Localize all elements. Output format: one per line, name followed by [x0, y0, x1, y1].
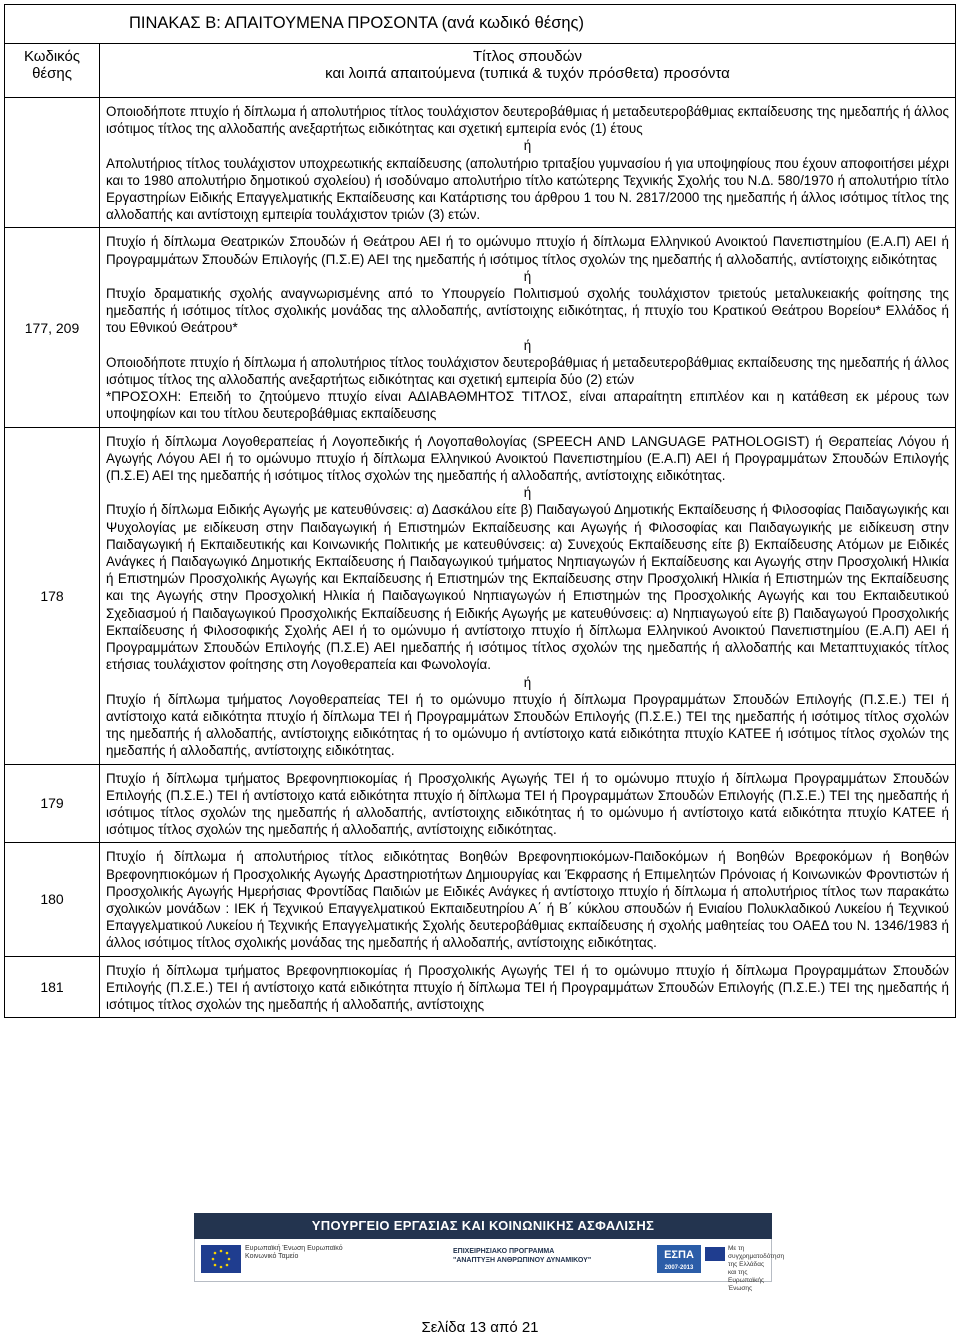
- table-title: ΠΙΝΑΚΑΣ Β: ΑΠΑΙΤΟΥΜΕΝΑ ΠΡΟΣΟΝΤΑ (ανά κωδικό θέσης): [5, 5, 956, 44]
- qualification-paragraph: Απολυτήριος τίτλος τουλάχιστον υποχρεωτικής εκπαίδευσης (απολυτήριο τριταξίου γυμνασίου ή για υποψηφίους που έχουν αποφοιτήσει μέχρι και το 1980 απολυτήριο δημοτικού σχολείου) ή ισοδύναμο απολυτήριο τίτλο κατώτερης Τεχνικής Σχολής του Ν.Δ. 580/1970 ή απολυτήριο τίτλο Εργαστηρίων Ειδικής Επαγγελματικής Εκπαίδευσης και Κατάρτισης του άρθρου 1 του Ν. 2817/2000 της ημεδαπής ή άλλος ισότιμος τίτλος της αλλοδαπής και αντίστοιχη εμπειρία τουλάχιστον τριών (3) ετών.: [106, 155, 949, 223]
- qualification-paragraph: Πτυχίο ή δίπλωμα ή απολυτήριος τίτλος ειδικότητας Βοηθών Βρεφονηπιοκόμων-Παιδοκόμων ή Βοηθών Βρεφοκόμων ή Βοηθών Βρεφονηπιοκόμων ή Προσχολικής Αγωγής Δραστηριοτήτων Δημιουργίας και Έκφρασης ή Επιμελητών Πρόνοιας ή Κοινωνικών Φροντιστών ή Προσχολικής Αγωγής Ημερήσιας Φροντίδας Παιδιών με Ειδικές Ανάγκες ή αντίστοιχο πτυχίο ή δίπλωμα ή απολυτήριος τίτλος των παρακάτω σχολικών μονάδων : ΙΕΚ ή Τεχνικού Επαγγελματικού Εκπαιδευτηρίου Α΄ ή Β΄ κύκλου σπουδών ή Ενιαίου Πολυκλαδικού Λυκείου ή Τεχνικού Επαγγελματικού Λυκείου ή Τεχνικής Επαγγελματικής Σχολής δευτεροβάθμιας εκπαίδευσης ή σχολής μαθητείας του ΟΑΕΔ του Ν. 1346/1983 ή άλλος ισότιμος τίτλος σχολικής μονάδας της ημεδαπής ή αλλοδαπής, αντίστοιχης ειδικότητας.: [106, 849, 949, 951]
- table-row: [5, 98, 956, 228]
- qualification-paragraph: Πτυχίο ή δίπλωμα Θεατρικών Σπουδών ή Θεάτρου ΑΕΙ ή το ομώνυμο πτυχίο ή δίπλωμα Ελληνικού Ανοικτού Πανεπιστημίου (Ε.Α.Π) ΑΕΙ ή Προγραμμάτων Σπουδών Επιλογής (Π.Σ.Ε) ΑΕΙ της ημεδαπής ή ισότιμος τίτλος σχολών της ημεδαπής ή αλλοδαπής, αντίστοιχης ειδικότητας: [106, 234, 949, 267]
- qualification-paragraph: *ΠΡΟΣΟΧΗ: Επειδή το ζητούμενο πτυχίο είναι ΑΔΙΑΒΑΘΜΗΤΟΣ ΤΙΤΛΟΣ, είναι απαραίτητη επιπλέον και η κατάθεση εκ μέρους των υποψηφίων και του τίτλου δευτεροβάθμιας εκπαίδευσης: [106, 389, 949, 422]
- qualification-text: [100, 98, 956, 228]
- table-row: [5, 228, 956, 427]
- column-header-title: Τίτλος σπουδών και λοιπά απαιτούμενα (τυπικά & τυχόν πρόσθετα) προσόντα: [100, 44, 956, 98]
- qualification-paragraph: Πτυχίο ή δίπλωμα τμήματος Βρεφονηπιοκομίας ή Προσχολικής Αγωγής ΤΕΙ ή το ομώνυμο πτυχίο ή δίπλωμα Προγραμμάτων Σπουδών Επιλογής (Π.Σ.Ε.) ΤΕΙ ή αντίστοιχο κατά ειδικότητα πτυχίο ή δίπλωμα ΤΕΙ ή Προγραμμάτων Σπουδών Επιλογής (Π.Σ.Ε.) ΤΕΙ της ημεδαπής ή ισότιμος τίτλος σχολών της ημεδαπής ή αλλοδαπής, αντίστοιχης: [106, 962, 949, 1012]
- qualification-paragraph: Πτυχίο ή δίπλωμα Λογοθεραπείας ή Λογοπεδικής ή Λογοπαθολογίας (SPEECH AND LANGUAGE PATHOLOGIST) ή Θεραπείας Λόγου ή Αγωγής Λόγου ΑΕΙ ή το ομώνυμο πτυχίο ή δίπλωμα Ελληνικού Ανοικτού Πανεπιστημίου (Ε.Α.Π) ΑΕΙ ή Προγραμμάτων Σπουδών Επιλογής (Π.Σ.Ε) ΑΕΙ της ημεδαπής ή ισότιμος τίτλος σχολών της ημεδαπής ή αλλοδαπής, αντίστοιχης ειδικότητας.: [106, 433, 949, 484]
- column-header-code: Κωδικός θέσης: [5, 44, 100, 98]
- table-row: [5, 843, 956, 956]
- position-code: 177, 209: [5, 228, 100, 427]
- qualifications-table: [4, 4, 956, 1018]
- eu-flag-icon: [201, 1245, 241, 1273]
- qualification-paragraph: Οποιοδήποτε πτυχίο ή δίπλωμα ή απολυτήριος τίτλος τουλάχιστον δευτεροβάθμιας ή μεταδευτεροβάθμιας εκπαίδευσης της ημεδαπής ή άλλος ισότιμος τίτλος της αλλοδαπής ανεξαρτήτως ειδικότητας και σχετική εμπειρία ενός (1) έτους: [106, 104, 949, 137]
- espa-logo: ΕΣΠΑ 2007-2013: [657, 1245, 701, 1273]
- qualification-paragraph: Πτυχίο ή δίπλωμα τμήματος Λογοθεραπείας ΤΕΙ ή το ομώνυμο πτυχίο ή δίπλωμα Προγραμμάτων Σπουδών Επιλογής (Π.Σ.Ε.) ΤΕΙ ή αντίστοιχο κατά ειδικότητα πτυχίο ή δίπλωμα ΤΕΙ ή Προγραμμάτων Σπουδών Επιλογής (Π.Σ.Ε.) ΤΕΙ της ημεδαπής ή ισότιμος τίτλος σχολών της ημεδαπής ή αλλοδαπής, αντίστοιχης ειδικότητας ή το ομώνυμο ή αντίστοιχο κατά ειδικότητα πτυχίο ΚΑΤΕΕ ή ισότιμος τίτλος σχολών της ημεδαπής ή αλλοδαπής, αντίστοιχης ειδικότητας.: [106, 691, 949, 759]
- qualification-text: [100, 228, 956, 427]
- position-code: 178: [5, 427, 100, 764]
- qualification-text: [100, 956, 956, 1018]
- or-separator: ή: [523, 268, 532, 284]
- or-separator: ή: [523, 138, 532, 154]
- position-code: 179: [5, 764, 100, 843]
- qualification-text: [100, 427, 956, 764]
- program-label: ΕΠΙΧΕΙΡΗΣΙΑΚΟ ΠΡΟΓΡΑΜΜΑ "ΑΝΑΠΤΥΞΗ ΑΝΘΡΩΠΙΝΟΥ ΔΥΝΑΜΙΚΟΥ": [453, 1248, 592, 1264]
- qualification-paragraph: Πτυχίο δραματικής σχολής αναγνωρισμένης από το Υπουργείο Πολιτισμού σχολής τουλάχιστον τριετούς μεταλυκειακής φοίτησης της ημεδαπής ή ισότιμος τίτλος σχολικής μονάδας της αλλοδαπής, αντίστοιχης ειδικότητας, ή πτυχίο του Κρατικού Θεάτρου Βορείου* Ελλάδος ή του Εθνικού Θεάτρου*: [106, 286, 949, 336]
- table-row: [5, 764, 956, 843]
- table-row: [5, 427, 956, 764]
- or-separator: ή: [523, 337, 532, 353]
- eu-flag-small-icon: [705, 1247, 725, 1261]
- qualification-text: [100, 843, 956, 956]
- ministry-banner: ΥΠΟΥΡΓΕΙΟ ΕΡΓΑΣΙΑΣ ΚΑΙ ΚΟΙΝΩΝΙΚΗΣ ΑΣΦΑΛΙΣΗΣ: [194, 1213, 772, 1239]
- eu-label: Ευρωπαϊκή Ένωση Ευρωπαϊκό Κοινωνικό Ταμείο: [245, 1245, 343, 1260]
- footer-logo-banner: [194, 1213, 785, 1292]
- position-code: [5, 98, 100, 228]
- qualification-paragraph: Οποιοδήποτε πτυχίο ή δίπλωμα ή απολυτήριος τίτλος τουλάχιστον δευτεροβάθμιας ή μεταδευτεροβάθμιας εκπαίδευσης της ημεδαπής ή άλλος ισότιμος τίτλος της αλλοδαπής ανεξαρτήτως ειδικότητας και σχετική εμπειρία δύο (2) ετών: [106, 354, 949, 388]
- qualification-paragraph: Πτυχίο ή δίπλωμα τμήματος Βρεφονηπιοκομίας ή Προσχολικής Αγωγής ΤΕΙ ή το ομώνυμο πτυχίο ή δίπλωμα Προγραμμάτων Σπουδών Επιλογής (Π.Σ.Ε.) ΤΕΙ ή αντίστοιχο κατά ειδικότητα πτυχίο ή δίπλωμα ΤΕΙ ή Προγραμμάτων Σπουδών Επιλογής (Π.Σ.Ε.) ΤΕΙ της ημεδαπής ή ισότιμος τίτλος σχολών της ημεδαπής ή αλλοδαπής, αντίστοιχης ειδικότητας ή το ομώνυμο ή αντίστοιχο κατά ειδικότητα πτυχίο ΚΑΤΕΕ ή ισότιμος τίτλος σχολών της ημεδαπής ή αλλοδαπής, αντίστοιχης ειδικότητας.: [106, 770, 949, 838]
- table-row: [5, 956, 956, 1018]
- position-code: 180: [5, 843, 100, 956]
- qualification-text: [100, 764, 956, 843]
- or-separator: ή: [523, 485, 532, 501]
- position-code: 181: [5, 956, 100, 1018]
- or-separator: ή: [523, 674, 532, 690]
- page-number: Σελίδα 13 από 21: [421, 1319, 539, 1336]
- cofunding-label: Με τη συγχρηματοδότηση της Ελλάδας και της Ευρωπαϊκής Ένωσης: [728, 1245, 785, 1292]
- table-header-row: [5, 44, 956, 98]
- funding-logos: [194, 1239, 785, 1292]
- table-title-row: [5, 5, 956, 44]
- qualification-paragraph: Πτυχίο ή δίπλωμα Ειδικής Αγωγής με κατευθύνσεις: α) Δασκάλου είτε β) Παιδαγωγού Δημοτικής Εκπαίδευσης ή Φιλοσοφίας Παιδαγωγικής και Ψυχολογίας με ειδίκευση στην Παιδαγωγική ή Επιστημών Εκπαίδευσης και Αγωγής ή Φιλοσοφίας και Παιδαγωγικής με ειδίκευση στην Παιδαγωγική ή Εκπαιδευτικής και Κοινωνικής Πολιτικής με κατευθύνσεις: α) Συνεχούς Εκπαίδευσης είτε β) Εκπαίδευσης Ατόμων με Ειδικές Ανάγκες ή Παιδαγωγικό Δημοτικής Εκπαίδευσης ή Παιδαγωγικού τμήματος Νηπιαγωγών ή Εκπαίδευσης και Αγωγής στην Προσχολική Ηλικία ή Επιστημών Προσχολικής Αγωγής και Εκπαίδευσης ή Επιστημών της Εκπαίδευσης στην Προσχολική Ηλικία ή Επιστημών της Εκπαίδευσης και της Αγωγής στην Προσχολική Ηλικία ή Παιδαγωγικού Νηπιαγωγών ή Επιστημών της Προσχολικής Αγωγής και του Εκπαιδευτικού Σχεδιασμού ή Παιδαγωγικού Προσχολικής Εκπαίδευσης ή Ειδικής Αγωγής με κατευθύνσεις: α) Νηπιαγωγού είτε β) Παιδαγωγού Προσχολικής Εκπαίδευσης ή Φιλοσοφικής Σχολής ΑΕΙ ή το ομώνυμο ή αντίστοιχο πτυχίο ή δίπλωμα Ελληνικού Ανοικτού Πανεπιστημίου (Ε.Α.Π) ΑΕΙ ή Προγραμμάτων Σπουδών Επιλογής (Π.Σ.Ε) ΑΕΙ ημεδαπής ή ισότιμος τίτλος σχολών της ημεδαπής ή αλλοδαπής και Μεταπτυχιακός τίτλος ετήσιας τουλάχιστον φοίτησης στη Λογοθεραπεία και Φωνολογία.: [106, 502, 949, 673]
